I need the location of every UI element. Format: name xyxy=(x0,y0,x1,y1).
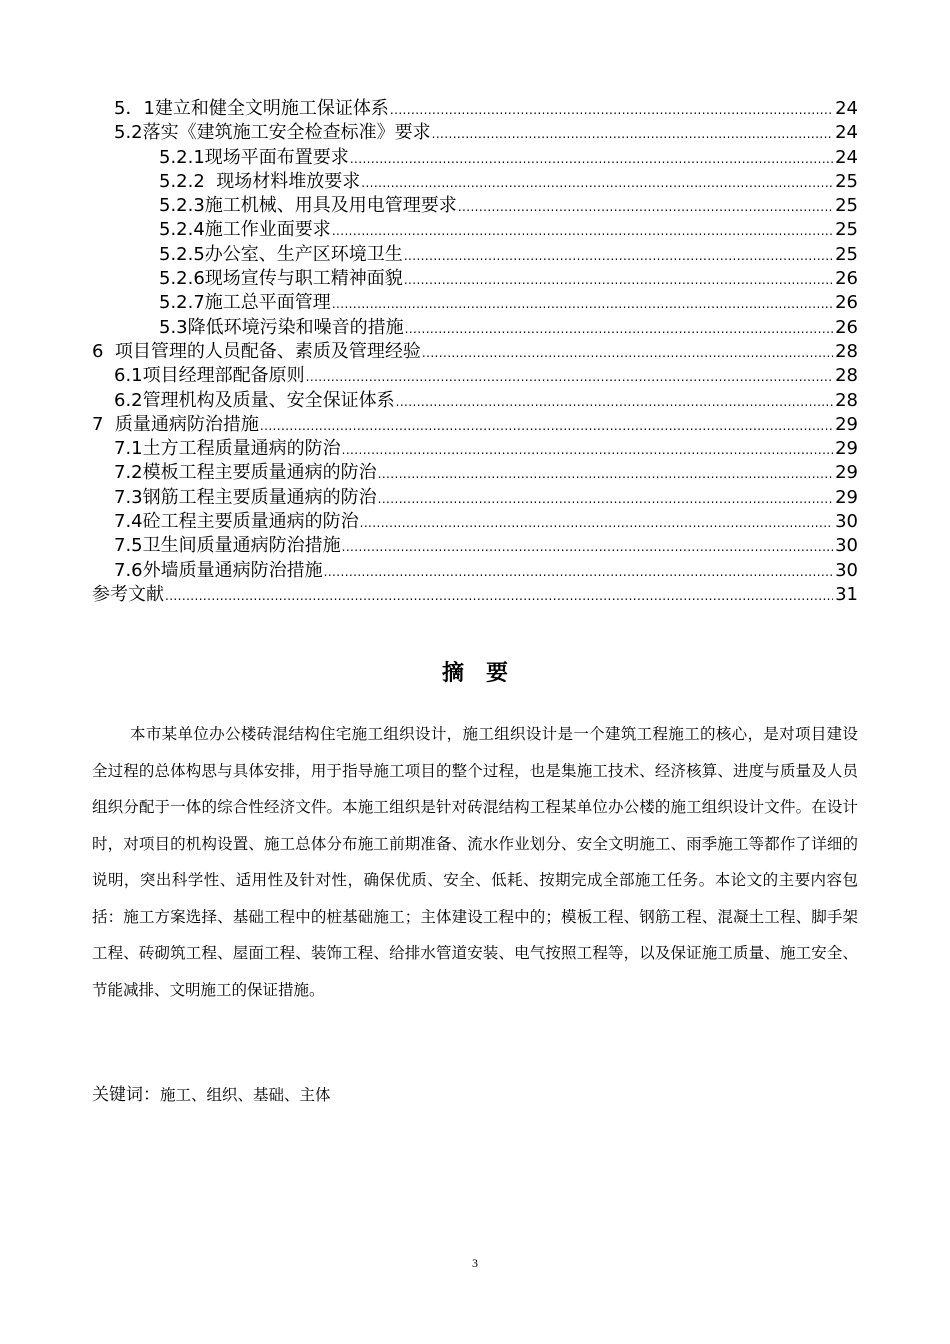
toc-entry-label: 7.5卫生间质量通病防治措施 xyxy=(114,535,341,557)
toc-entry[interactable] xyxy=(0,267,858,291)
toc-entry[interactable] xyxy=(0,146,858,170)
toc-entry-page: 30 xyxy=(835,535,858,557)
toc-entry[interactable] xyxy=(0,121,858,145)
toc-entry-page: 25 xyxy=(835,219,858,241)
toc-entry-label: 5．1建立和健全文明施工保证体系 xyxy=(114,98,389,119)
toc-entry-page: 29 xyxy=(835,413,858,435)
toc-entry-page: 28 xyxy=(835,365,858,387)
toc-entry-label: 5.2.1现场平面布置要求 xyxy=(159,146,349,168)
toc-entry-page: 25 xyxy=(835,243,858,265)
page-number: 3 xyxy=(472,1256,478,1270)
toc-entry[interactable] xyxy=(0,559,858,583)
toc-entry[interactable] xyxy=(0,534,858,558)
keywords-value: 施工、组织、基础、主体 xyxy=(160,1086,331,1104)
toc-entry-page: 26 xyxy=(835,292,858,314)
toc-entry-page: 30 xyxy=(835,511,858,533)
toc-entry-page: 25 xyxy=(835,195,858,217)
toc-entry-label: 5.2.6现场宣传与职工精神面貌 xyxy=(159,268,403,290)
table-of-contents xyxy=(0,97,950,607)
toc-entry-label: 7.4砼工程主要质量通病的防治 xyxy=(114,511,359,533)
toc-entry-label: 7.2模板工程主要质量通病的防治 xyxy=(114,462,377,484)
toc-entry-label: 7.1土方工程质量通病的防治 xyxy=(114,438,341,460)
toc-entry[interactable] xyxy=(0,243,858,267)
toc-leader-dots xyxy=(360,511,833,535)
toc-leader-dots xyxy=(306,365,833,389)
toc-entry-label: 5.2落实《建筑施工安全检查标准》要求 xyxy=(114,122,431,144)
toc-leader-dots xyxy=(432,122,833,146)
toc-entry-page: 26 xyxy=(835,268,858,290)
toc-entry[interactable] xyxy=(0,316,858,340)
toc-leader-dots xyxy=(332,292,833,316)
toc-entry-label: 7.3钢筋工程主要质量通病的防治 xyxy=(114,486,377,508)
toc-entry[interactable] xyxy=(0,389,858,413)
toc-entry[interactable] xyxy=(0,461,858,485)
toc-entry[interactable] xyxy=(0,413,858,437)
toc-entry-page: 30 xyxy=(835,559,858,581)
toc-entry-label: 5.3降低环境污染和噪音的措施 xyxy=(159,316,404,338)
toc-entry-page: 24 xyxy=(835,98,858,119)
abstract-title: 摘要 xyxy=(441,661,530,686)
keywords xyxy=(92,1080,858,1105)
toc-entry-label: 5.2.3施工机械、用具及用电管理要求 xyxy=(159,195,457,217)
toc-leader-dots xyxy=(165,584,833,608)
toc-entry-page: 28 xyxy=(835,389,858,411)
toc-entry[interactable] xyxy=(0,291,858,315)
toc-entry[interactable] xyxy=(0,364,858,388)
toc-entry-page: 29 xyxy=(835,438,858,460)
toc-leader-dots xyxy=(350,147,833,171)
toc-entry-label: 5.2.7施工总平面管理 xyxy=(159,292,331,314)
toc-leader-dots xyxy=(405,317,833,341)
toc-entry-page: 31 xyxy=(835,583,858,605)
toc-entry[interactable] xyxy=(0,170,858,194)
toc-entry[interactable] xyxy=(0,486,858,510)
toc-entry-page: 25 xyxy=(835,170,858,192)
toc-entry-label: 6.2管理机构及质量、安全保证体系 xyxy=(114,389,395,411)
abstract-body: 本市某单位办公楼砖混结构住宅施工组织设计，施工组织设计是一个建筑工程施工的核心，是对项目建设全过程的总体构思与具体安排，用于指导施工项目的整个过程，也是集施工技术、经济核算、进度与质量及人员组织分配于一体的综合性经济文件。本施工组织是针对砖混结构工程某单位办公楼的施工组织设计文件。在设计时，对项目的机构设置、施工总体分布施工前期准备、流水作业划分、安全文明施工、雨季施工等都作了详细的说明，突出科学性、适用性及针对性，确保优质、安全、低耗、按期完成全部施工任务。本论文的主要内容包括：施工方案选择、基础工程中的桩基础施工；主体建设工程中的；模板工程、钢筋工程、混凝土工程、脚手架工程、砖砌筑工程、屋面工程、装饰工程、给排水管道安装、电气按照工程等，以及保证施工质量、施工安全、节能减排、文明施工的保证措施。 xyxy=(92,725,858,999)
toc-entry-label: 5.2.2 现场材料堆放要求 xyxy=(159,170,361,192)
toc-entry[interactable] xyxy=(0,437,858,461)
toc-leader-dots xyxy=(390,98,833,122)
toc-entry-label: 6.1项目经理部配备原则 xyxy=(114,365,305,387)
keywords-label: 关键词： xyxy=(92,1085,160,1105)
toc-leader-dots xyxy=(396,390,833,414)
toc-entry-page: 24 xyxy=(835,146,858,168)
toc-entry-page: 28 xyxy=(835,340,858,362)
toc-leader-dots xyxy=(404,268,833,292)
toc-leader-dots xyxy=(361,171,833,195)
toc-entry-page: 24 xyxy=(835,122,858,144)
toc-entry[interactable] xyxy=(0,583,858,607)
toc-leader-dots xyxy=(332,219,833,243)
toc-entry[interactable] xyxy=(0,97,858,121)
toc-leader-dots xyxy=(342,535,833,559)
toc-leader-dots xyxy=(260,414,833,438)
toc-entry[interactable] xyxy=(0,194,858,218)
toc-leader-dots xyxy=(378,462,833,486)
toc-leader-dots xyxy=(324,560,833,584)
toc-entry-label: 6 项目管理的人员配备、素质及管理经验 xyxy=(92,340,421,362)
toc-leader-dots xyxy=(342,438,833,462)
toc-entry[interactable] xyxy=(0,510,858,534)
toc-entry-label: 7.6外墙质量通病防治措施 xyxy=(114,559,323,581)
toc-entry-page: 29 xyxy=(835,462,858,484)
toc-entry-label: 5.2.4施工作业面要求 xyxy=(159,219,331,241)
toc-entry[interactable] xyxy=(0,340,858,364)
toc-leader-dots xyxy=(422,341,833,365)
toc-entry[interactable] xyxy=(0,218,858,242)
toc-leader-dots xyxy=(378,487,833,511)
toc-leader-dots xyxy=(404,244,833,268)
toc-entry-page: 26 xyxy=(835,316,858,338)
toc-entry-label: 7 质量通病防治措施 xyxy=(92,413,259,435)
toc-entry-page: 29 xyxy=(835,486,858,508)
toc-entry-label: 参考文献 xyxy=(92,583,164,605)
toc-leader-dots xyxy=(458,195,833,219)
toc-entry-label: 5.2.5办公室、生产区环境卫生 xyxy=(159,243,403,265)
